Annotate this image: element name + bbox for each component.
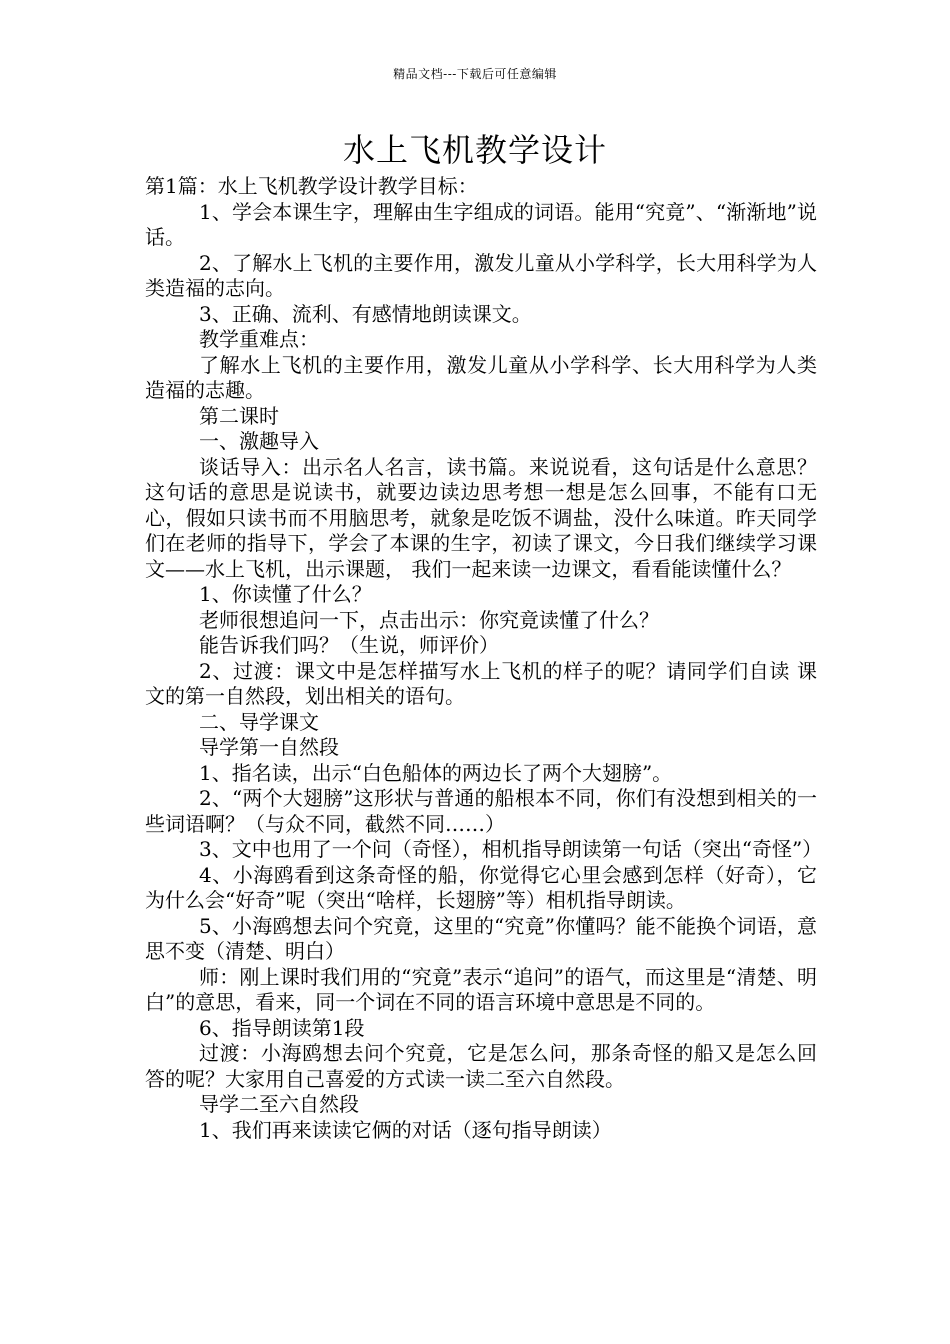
paragraph: 1、你读懂了什么？ bbox=[199, 582, 372, 606]
page-header: 精品文档---下载后可任意编辑 bbox=[393, 67, 557, 81]
paragraph: 1、指名读，出示“白色船体的两边长了两个大翅膀”。 bbox=[199, 760, 673, 785]
paragraph: 了解水上飞机的主要作用，激发儿童从小学科学、长大用科学为人类造福的志趣。 bbox=[145, 352, 817, 402]
paragraph: 导学二至六自然段 bbox=[199, 1092, 359, 1116]
paragraph: 4、小海鸥看到这条奇怪的船，你觉得它心里会感到怎样（好奇），它为什么会“好奇”呢（突出“啥样，长翅膀”等）相机指导朗读。 bbox=[145, 862, 817, 912]
paragraph: 2、过渡：课文中是怎样描写水上飞机的样子的呢？请同学们自读 课文的第一自然段，划出相关的语句。 bbox=[145, 658, 817, 708]
paragraph: 教学重难点： bbox=[199, 327, 319, 351]
document-title: 水上飞机教学设计 bbox=[342, 131, 607, 169]
paragraph: 5、小海鸥想去问个究竟，这里的“究竟”你懂吗？能不能换个词语，意思不变（清楚、明白） bbox=[145, 913, 817, 963]
paragraph: 第二课时 bbox=[199, 403, 279, 428]
paragraph: 谈话导入：出示名人名言，读书篇。来说说看，这句话是什么意思？这句话的意思是说读书，就要边读边思考想一想是怎么回事，不能有口无心，假如只读书而不用脑思考，就象是吃饭不调盐，没什么味道。昨天同学们在老师的指导下，学会了本课的生字，初读了课文，今日我们继续学习课文——水上飞机，出示课题， 我们一起来读一边课文，看看能读懂什么？ bbox=[145, 454, 817, 581]
paragraph: 1、我们再来读读它俩的对话（逐句指导朗读） bbox=[199, 1117, 612, 1142]
paragraph: 导学第一自然段 bbox=[199, 735, 339, 759]
paragraph: 1、学会本课生字，理解由生字组成的词语。能用“究竟”、“渐渐地”说话。 bbox=[145, 199, 817, 249]
paragraph: 第1篇：水上飞机教学设计教学目标： bbox=[145, 174, 478, 198]
paragraph: 一、激趣导入 bbox=[199, 429, 319, 453]
paragraph: 3、文中也用了一个问（奇怪），相机指导朗读第一句话（突出“奇怪”） bbox=[199, 837, 823, 861]
document-body bbox=[145, 174, 823, 1143]
paragraph: 老师很想追问一下，点击出示：你究竟读懂了什么？ bbox=[199, 607, 659, 632]
paragraph: 6、指导朗读第1段 bbox=[199, 1015, 365, 1040]
paragraph: 2、了解水上飞机的主要作用，激发儿童从小学科学，长大用科学为人类造福的志向。 bbox=[145, 250, 817, 300]
paragraph: 二、导学课文 bbox=[199, 709, 319, 734]
paragraph: 2、“两个大翅膀”这形状与普通的船根本不同，你们有没想到相关的一些词语啊？（与众不同，截然不同……） bbox=[145, 786, 817, 836]
paragraph: 能告诉我们吗？（生说，师评价） bbox=[199, 633, 499, 657]
paragraph: 3、正确、流利、有感情地朗读课文。 bbox=[199, 301, 532, 326]
paragraph: 过渡：小海鸥想去问个究竟，它是怎么问，那条奇怪的船又是怎么回答的呢？大家用自己喜爱的方式读一读二至六自然段。 bbox=[145, 1041, 817, 1091]
paragraph: 师：刚上课时我们用的“究竟”表示“追问”的语气，而这里是“清楚、明白”的意思，看来，同一个词在不同的语言环境中意思是不同的。 bbox=[145, 964, 817, 1014]
